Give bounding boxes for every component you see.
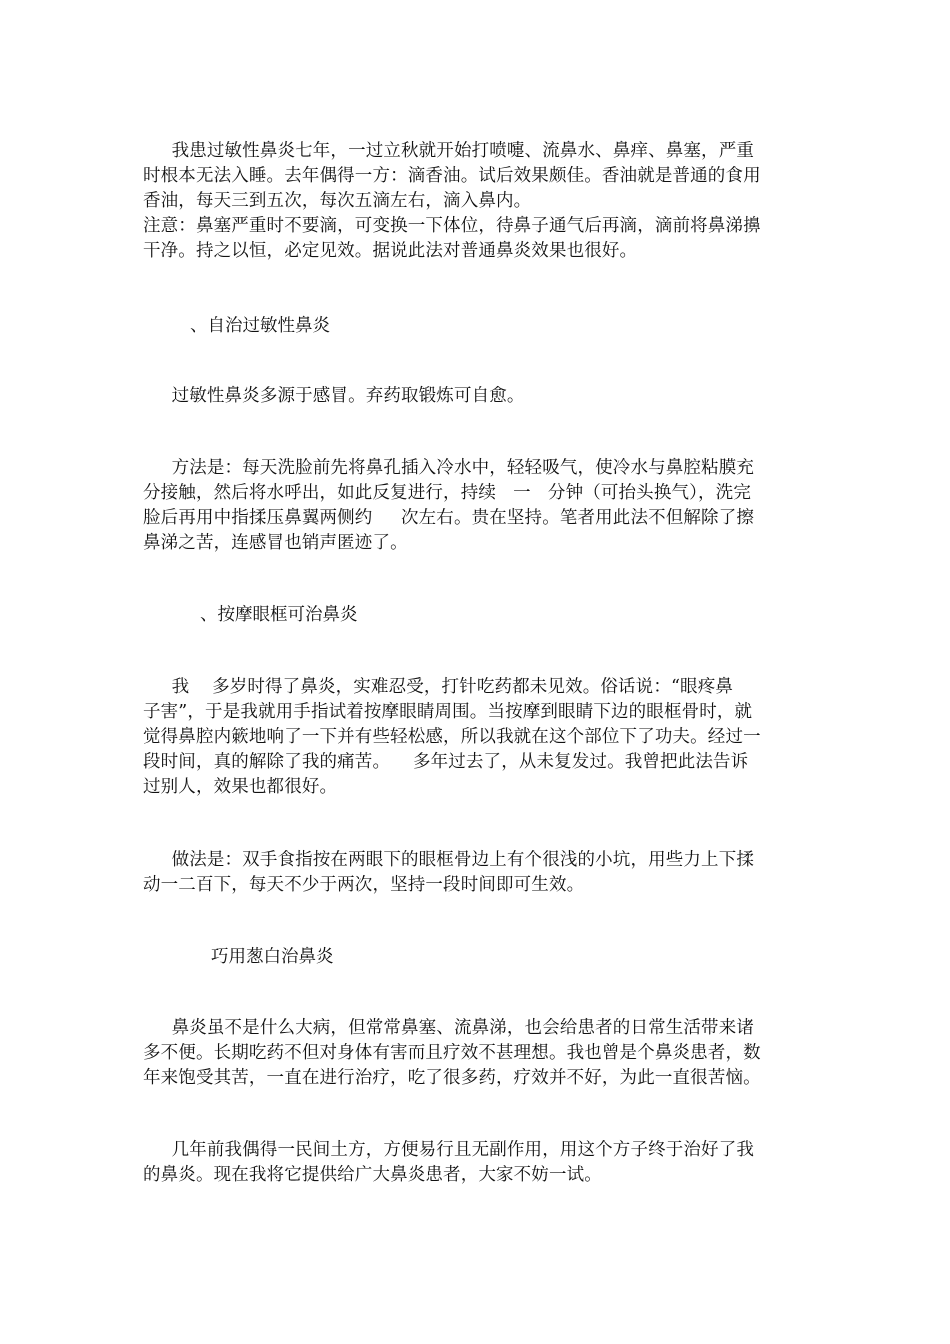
text-line: 觉得鼻腔内簌地响了一下并有些轻松感，所以我就在这个部位下了功夫。经过一 <box>143 727 761 747</box>
text-line: 方法是：每天洗脸前先将鼻孔插入冷水中，轻轻吸气，使冷水与鼻腔粘膜充 <box>143 458 755 478</box>
text-line: 子害”，于是我就用手指试着按摩眼睛周围。当按摩到眼睛下边的眼框骨时，就 <box>143 702 753 722</box>
text-line: 时根本无法入睡。去年偶得一方：滴香油。试后效果颇佳。香油就是普通的食用 <box>143 166 761 186</box>
text-line: 我患过敏性鼻炎七年，一过立秋就开始打喷嚏、流鼻水、鼻痒、鼻塞，严重 <box>143 141 755 161</box>
text-line: 的鼻炎。现在我将它提供给广大鼻炎患者，大家不妨一试。 <box>143 1165 602 1185</box>
text-line: 动一二百下，每天不少于两次，坚持一段时间即可生效。 <box>143 875 585 895</box>
text-line: 做法是：双手食指按在两眼下的眼框骨边上有个很浅的小坑，用些力上下揉 <box>143 850 755 870</box>
text-line: 分接触，然后将水呼出，如此反复进行，持续 一 分钟（可抬头换气），洗完 <box>143 483 751 503</box>
text-line: 多不便。长期吃药不但对身体有害而且疗效不甚理想。我也曾是个鼻炎患者，数 <box>143 1043 761 1063</box>
text-line: 干净。持之以恒，必定见效。据说此法对普通鼻炎效果也很好。 <box>143 241 638 261</box>
text-line: 段时间，真的解除了我的痛苦。 多年过去了，从未复发过。我曾把此法告诉 <box>143 752 749 772</box>
text-line: 注意：鼻塞严重时不要滴，可变换一下体位，待鼻子通气后再滴，滴前将鼻涕擤 <box>143 216 761 236</box>
text-line: 香油，每天三到五次，每次五滴左右，滴入鼻内。 <box>143 191 532 211</box>
text-line: 过别人，效果也都很好。 <box>143 777 338 797</box>
text-line: 几年前我偶得一民间土方，方便易行且无副作用，用这个方子终于治好了我 <box>143 1140 755 1160</box>
text-line: 过敏性鼻炎多源于感冒。弃药取锻炼可自愈。 <box>143 386 525 406</box>
text-line: 鼻炎虽不是什么大病，但常常鼻塞、流鼻涕，也会给患者的日常生活带来诸 <box>143 1018 755 1038</box>
text-line: 我 多岁时得了鼻炎，实难忍受，打针吃药都未见效。俗话说：“眼疼鼻 <box>143 677 734 697</box>
text-line: 鼻涕之苦，连感冒也销声匿迹了。 <box>143 533 408 553</box>
text-line: 脸后再用中指揉压鼻翼两侧约 次左右。贵在坚持。笔者用此法不但解除了擦 <box>143 508 755 528</box>
section-heading-2: 、按摩眼框可治鼻炎 <box>200 605 358 625</box>
text-line: 年来饱受其苦，一直在进行治疗，吃了很多药，疗效并不好，为此一直很苦恼。 <box>143 1068 761 1088</box>
section-heading-3: 巧用葱白治鼻炎 <box>211 947 334 967</box>
section-heading-1: 、自治过敏性鼻炎 <box>190 316 330 336</box>
